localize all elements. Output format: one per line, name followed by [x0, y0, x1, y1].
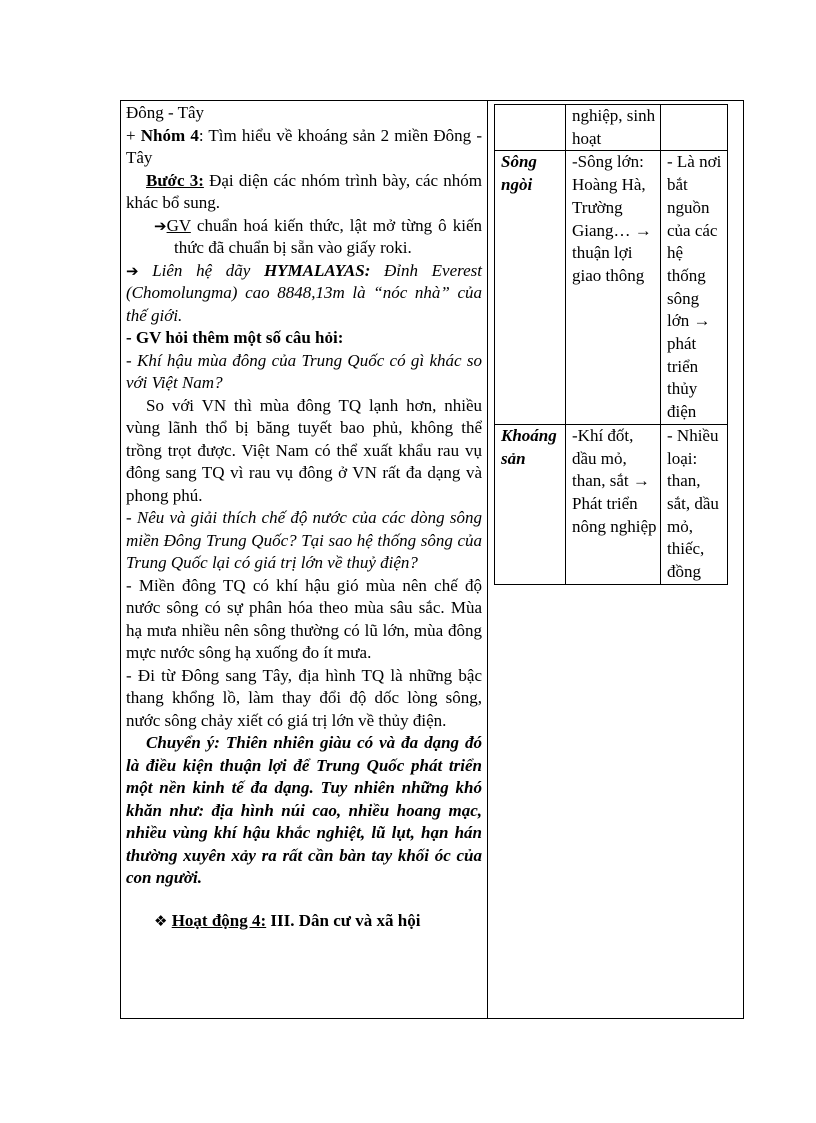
answer-hydropower: - Đi từ Đông sang Tây, địa hình TQ là những bậc thang khổng lồ, làm thay đổi độ dốc lòng sông, nước sông chảy xiết có giá trị lớn về thủy điện.: [126, 665, 482, 730]
table-cell: [661, 105, 728, 151]
question-rivers: - Nêu và giải thích chế độ nước của các dòng sông miền Đông Trung Quốc? Tại sao hệ thống sông của Trung Quốc lại có giá trị lớn về thuỷ điện?: [126, 508, 482, 572]
table-cell: [495, 105, 566, 151]
step-3-text: Đại diện các nhóm trình bày, các nhóm khác bổ sung.: [126, 170, 482, 212]
transition-paragraph: Chuyển ý: Thiên nhiên giàu có và đa dạng đó là điều kiện thuận lợi để Trung Quốc phát triển một nền kinh tế đa dạng. Tuy nhiên những khó khăn như: địa hình núi cao, nhiều hoang mạc, nhiều vùng khí hậu khắc nghiệt, lũ lụt, hạn hán thường xuyên xảy ra rất cần bàn tay khối óc của con người.: [126, 733, 482, 887]
table-cell: - Là nơi bắt nguồn của các hệ thống sông lớn → phát triển thủy điện: [661, 151, 728, 424]
paragraph-nhom-4: [126, 125, 482, 170]
activity-4-title: III. Dân cư và xã hội: [266, 910, 421, 930]
paragraph-gv: [126, 215, 482, 260]
table-row: [495, 105, 728, 151]
row-heading-rivers: Sông ngòi: [495, 151, 566, 424]
table-cell: nghiệp, sinh hoạt: [566, 105, 661, 151]
paragraph-dong-tay: Đông - Tây: [126, 103, 205, 122]
himalaya-name: HYMALAYAS:: [263, 260, 371, 280]
activity-4-heading: [126, 910, 482, 933]
table-cell: -Sông lớn: Hoàng Hà, Trường Giang… → thuận lợi giao thông: [566, 151, 661, 424]
question-climate: - Khí hậu mùa đông của Trung Quốc có gì khác so với Việt Nam?: [126, 350, 482, 392]
table-cell: - Nhiều loại: than, sắt, dầu mỏ, thiếc, đồng: [661, 424, 728, 584]
answer-climate: So với VN thì mùa đông TQ lạnh hơn, nhiều vùng lãnh thổ bị băng tuyết bao phủ, không thể trồng trọt được. Việt Nam có thể xuất khẩu rau vụ đông sang TQ vì rau vụ đông ở VN rất đa dạng và phong phú.: [126, 395, 482, 505]
table-cell: -Khí đốt, dầu mỏ, than, sắt → Phát triển nông nghiệp: [566, 424, 661, 584]
gv-text: chuẩn hoá kiến thức, lật mở từng ô kiến thức đã chuẩn bị sẵn vào giấy roki.: [174, 215, 482, 257]
paragraph-himalaya: [126, 260, 482, 328]
activity-4-label: Hoạt động 4:: [171, 910, 267, 930]
himalaya-prefix: Liên hệ dãy: [138, 260, 264, 280]
group-4-text: : Tìm hiểu về khoáng sản 2 miền Đông - Tây: [126, 125, 482, 167]
paragraph-questions-heading: - GV hỏi thêm một số câu hỏi:: [126, 328, 344, 347]
table-row: [495, 424, 728, 584]
paragraph-step-3: [126, 170, 482, 215]
answer-river-regime: - Miền đông TQ có khí hậu gió mùa nên chế độ nước sông có sự phân hóa theo mùa sâu sắc. Mùa hạ mưa nhiều nên sông thường có lũ lớn, mùa đông mực nước sông hạ xuống đo ít mưa.: [126, 575, 482, 662]
row-heading-minerals: Khoáng sản: [495, 424, 566, 584]
step-3-label: Bước 3:: [146, 170, 204, 190]
group-4-label: Nhóm 4: [140, 125, 199, 145]
lesson-left-column: [126, 102, 482, 932]
column-divider: [487, 100, 488, 1019]
himalaya-text: Đỉnh Everest (Chomolungma) cao 8848,13m là “nóc nhà” của thế giới.: [126, 260, 482, 325]
arrow-icon: ➔: [126, 261, 139, 280]
diamond-bullet-icon: ❖: [154, 911, 168, 930]
gv-label: GV: [166, 215, 191, 235]
prefix: +: [126, 125, 141, 145]
arrow-icon: ➔: [154, 216, 167, 235]
table-row: [495, 151, 728, 424]
comparison-table: [494, 104, 728, 585]
